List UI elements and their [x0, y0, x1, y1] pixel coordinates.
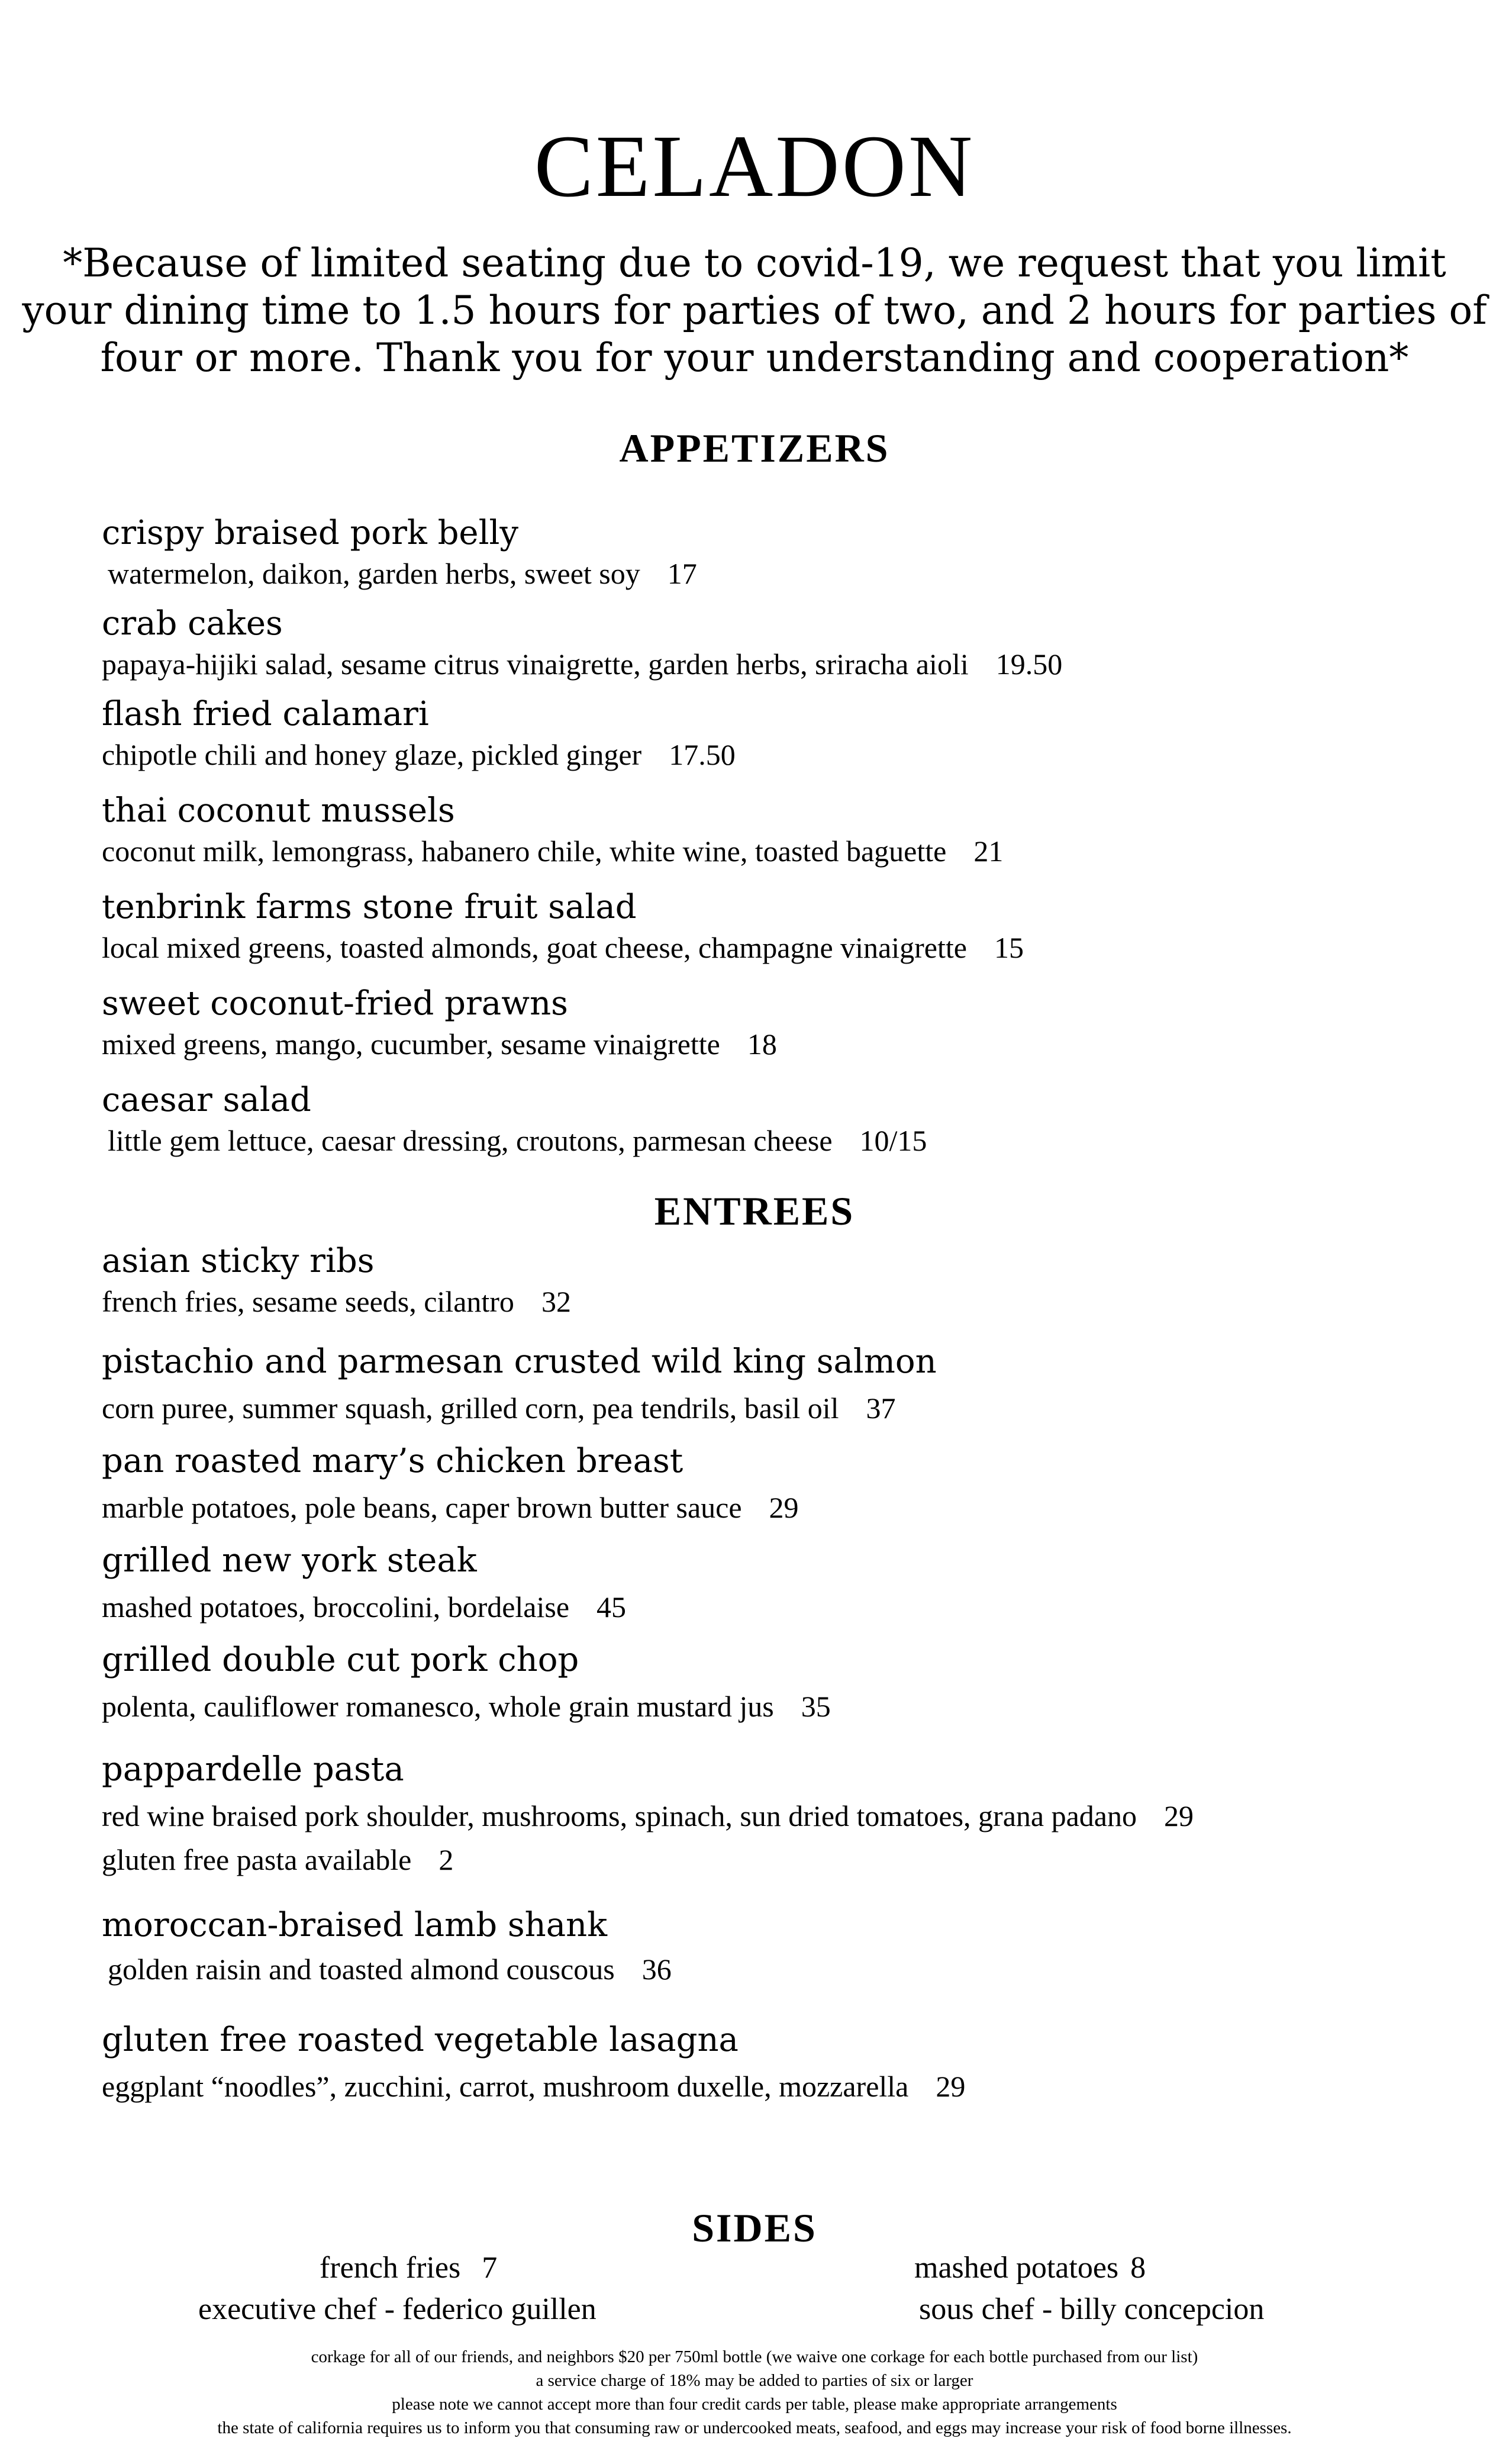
item-price: 18	[747, 1028, 777, 1061]
credit-card-note: please note we cannot accept more than four credit cards per table, please make appropriate arrangements	[392, 2395, 1117, 2414]
item-name: tenbrink farms stone fruit salad	[102, 888, 637, 926]
side-price: 8	[1130, 2251, 1146, 2285]
item-price: 37	[866, 1392, 896, 1425]
item-name: caesar salad	[102, 1081, 311, 1119]
menu-item	[102, 1906, 1463, 1989]
executive-chef: executive chef - federico guillen	[198, 2292, 596, 2326]
item-description: polenta, cauliflower romanesco, whole grain mustard jus 35	[102, 1687, 1463, 1726]
item-name: pistachio and parmesan crusted wild king salmon	[102, 1342, 937, 1381]
menu-item	[102, 984, 1463, 1064]
menu-item	[102, 604, 1463, 684]
item-price: 36	[641, 1953, 672, 1986]
item-price: 29	[769, 1491, 799, 1524]
menu-item	[102, 1242, 1463, 1321]
item-name: moroccan-braised lamb shank	[102, 1906, 608, 1944]
item-name: flash fried calamari	[102, 695, 429, 733]
item-description: marble potatoes, pole beans, caper brown butter sauce 29	[102, 1488, 1463, 1527]
item-name: crab cakes	[102, 604, 283, 643]
menu-item	[102, 1750, 1463, 1879]
item-description: local mixed greens, toasted almonds, goat cheese, champagne vinaigrette 15	[102, 928, 1463, 967]
health-warning: the state of california requires us to inform you that consuming raw or undercooked meats, seafood, and eggs may increase your risk of food borne illnesses.	[217, 2418, 1292, 2437]
appetizers-heading: APPETIZERS	[619, 426, 890, 471]
sides-heading: SIDES	[692, 2205, 817, 2250]
item-price: 35	[801, 1690, 831, 1723]
item-extra: gluten free pasta available 2	[102, 1840, 1463, 1879]
entrees-heading: ENTREES	[654, 1188, 855, 1233]
menu-item	[102, 1342, 1463, 1428]
side-item: french fries 7	[320, 2251, 498, 2285]
item-price: 19.50	[995, 648, 1063, 681]
item-description: coconut milk, lemongrass, habanero chile, white wine, toasted baguette 21	[102, 832, 1463, 871]
item-description: eggplant “noodles”, zucchini, carrot, mushroom duxelle, mozzarella 29	[102, 2067, 1463, 2106]
item-price: 15	[994, 931, 1024, 964]
item-price: 10/15	[859, 1124, 927, 1157]
item-name: grilled new york steak	[102, 1541, 477, 1580]
item-description: mixed greens, mango, cucumber, sesame vinaigrette 18	[102, 1025, 1463, 1064]
covid-notice: *Because of limited seating due to covid-19, we request that you limit your dining time to 1.5 hours for parties of two, and 2 hours for parties of four or more. Thank you for your understanding and cooperation*	[22, 240, 1487, 381]
menu-item	[102, 1541, 1463, 1626]
restaurant-name: CELADON	[534, 117, 975, 215]
item-price: 21	[973, 835, 1004, 868]
corkage-note: corkage for all of our friends, and neighbors $20 per 750ml bottle (we waive one corkage for each bottle purchased from our list)	[311, 2347, 1198, 2366]
item-description: red wine braised pork shoulder, mushrooms, spinach, sun dried tomatoes, grana padano 29	[102, 1796, 1463, 1835]
side-item: mashed potatoes 8	[914, 2251, 1146, 2285]
menu-item	[102, 791, 1463, 871]
item-name: gluten free roasted vegetable lasagna	[102, 2021, 739, 2059]
item-description: golden raisin and toasted almond couscous 36	[102, 1950, 1463, 1989]
menu-item	[102, 1081, 1463, 1160]
item-name: asian sticky ribs	[102, 1242, 375, 1280]
side-price: 7	[482, 2251, 498, 2285]
item-name: thai coconut mussels	[102, 791, 455, 830]
item-name: grilled double cut pork chop	[102, 1641, 579, 1679]
item-name: crispy braised pork belly	[102, 514, 519, 552]
menu-item	[102, 514, 1463, 593]
menu-item	[102, 695, 1463, 774]
item-description: french fries, sesame seeds, cilantro 32	[102, 1282, 1463, 1321]
item-price: 17.50	[669, 738, 736, 771]
footer-notes	[0, 2345, 1509, 2440]
item-price: 29	[936, 2070, 966, 2103]
service-charge-note: a service charge of 18% may be added to parties of six or larger	[536, 2371, 973, 2390]
menu-item	[102, 888, 1463, 967]
menu-item	[102, 1442, 1463, 1527]
item-description: watermelon, daikon, garden herbs, sweet soy 17	[102, 554, 1463, 593]
item-description: little gem lettuce, caesar dressing, croutons, parmesan cheese 10/15	[102, 1121, 1463, 1160]
item-price: 17	[667, 557, 697, 590]
item-price: 45	[596, 1590, 627, 1624]
item-description: corn puree, summer squash, grilled corn, pea tendrils, basil oil 37	[102, 1389, 1463, 1428]
item-price: 32	[541, 1285, 571, 1318]
item-description: mashed potatoes, broccolini, bordelaise 45	[102, 1587, 1463, 1626]
sous-chef: sous chef - billy concepcion	[919, 2292, 1265, 2326]
item-description: chipotle chili and honey glaze, pickled ginger 17.50	[102, 735, 1463, 774]
item-name: sweet coconut-fried prawns	[102, 984, 568, 1023]
item-description: papaya-hijiki salad, sesame citrus vinaigrette, garden herbs, sriracha aioli 19.50	[102, 645, 1463, 684]
item-name: pappardelle pasta	[102, 1750, 404, 1789]
menu-item	[102, 1641, 1463, 1726]
menu-item	[102, 2021, 1463, 2106]
item-extra-price: 2	[438, 1843, 454, 1876]
item-name: pan roasted mary’s chicken breast	[102, 1442, 683, 1480]
item-price: 29	[1163, 1799, 1194, 1832]
